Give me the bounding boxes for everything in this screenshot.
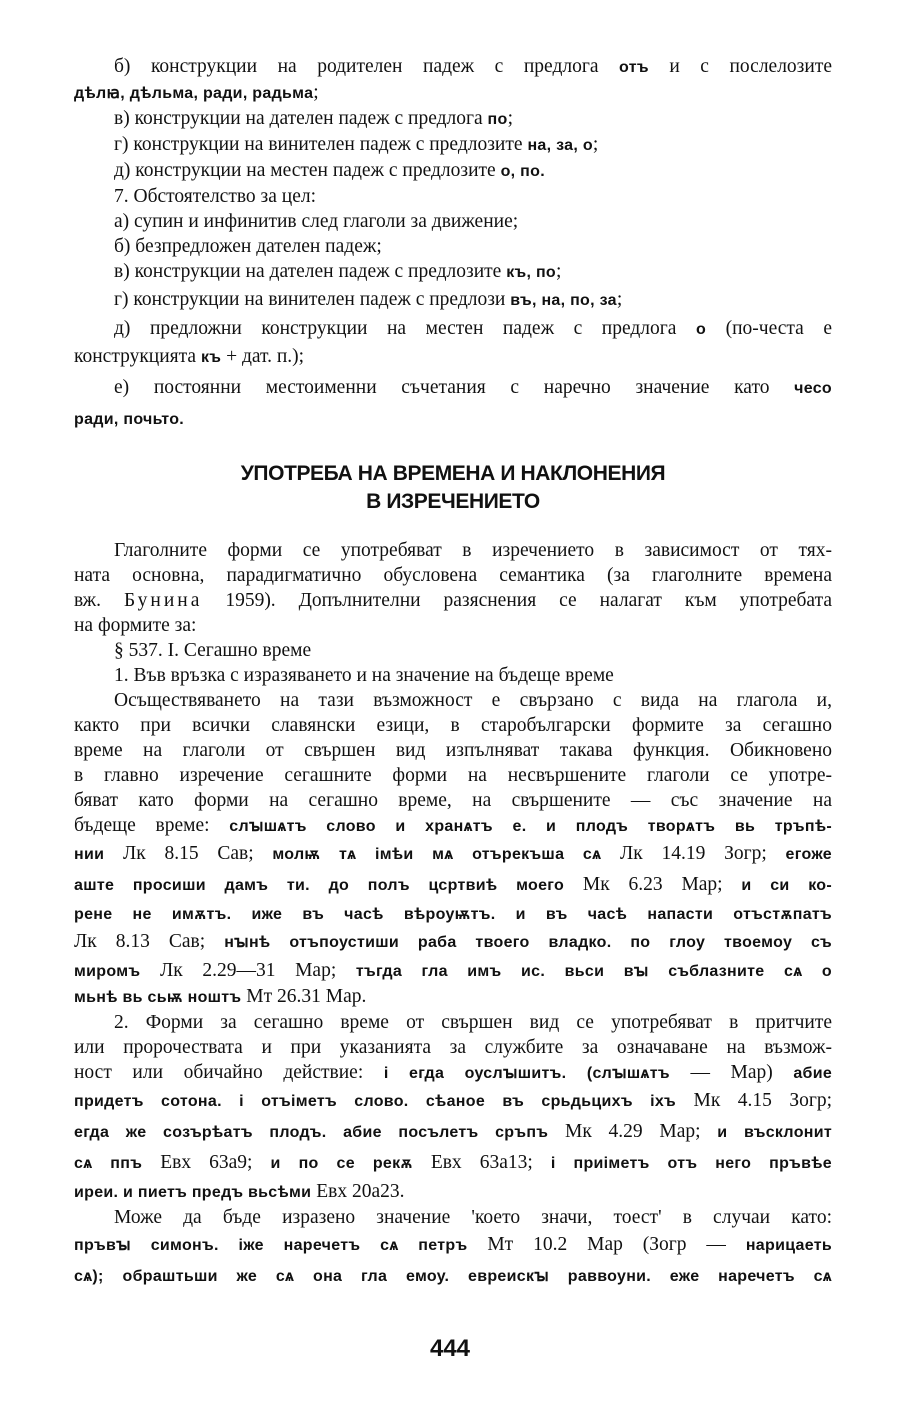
text: д) предложни конструкции на местен падеж с предлога: [114, 318, 677, 339]
reference: Лк 2.29—31 Мар;: [159, 960, 337, 981]
ocs-text: и си ко-: [741, 877, 832, 894]
reference: — Мар): [690, 1062, 773, 1083]
item7-b: б) безпредложен дателен падеж;: [114, 236, 382, 257]
item7-e: [74, 373, 832, 404]
para3-line: [74, 1230, 832, 1261]
intro-line: Глаголните форми се употребяват в изречението в зависимост от тях-: [114, 540, 832, 561]
ocs-text: аште просиши дамъ ти. до полъ цсртвиѣ моего: [74, 877, 565, 894]
para1-line: [74, 927, 832, 958]
ocs-text: сѧ);: [74, 1268, 104, 1285]
ocs-text: и по се рекѫ: [270, 1155, 413, 1172]
ocs-text: о: [695, 321, 707, 338]
ocs-text: егоже: [785, 846, 832, 863]
ocs-text: нꙑнѣ отъпоустиши раба твоего владко. по глоу твоемоу съ: [224, 934, 832, 951]
ocs-text: мьнѣ вь сьѭ ноштъ: [74, 989, 242, 1006]
ocs-text: отъ: [619, 59, 649, 76]
text: и с послелозите: [669, 56, 832, 77]
reference: Мт 10.2 Мар (Зогр —: [487, 1234, 726, 1255]
page-number: 444: [429, 1335, 471, 1362]
para1-line: [74, 813, 832, 839]
text: в) конструкции на дателен падеж с предлозите: [114, 261, 502, 282]
para3-line: [74, 1261, 832, 1292]
text: г) конструкции на винителен падеж с предлозите: [114, 134, 523, 155]
reference: Лк 8.15 Сав;: [123, 843, 254, 864]
para1-line: време на глаголи от свършен вид изпълняват такава функция. Обикновено: [74, 740, 832, 761]
list-item-v: [74, 106, 832, 132]
text: ност или обичайно действие:: [74, 1062, 364, 1083]
reference: Лк 14.19 Зогр;: [620, 843, 767, 864]
text: д) конструкции на местен падеж с предлозите: [114, 160, 496, 181]
list-item-b-cont: [74, 80, 832, 106]
text: ;: [592, 134, 599, 155]
item7-d: [74, 316, 832, 342]
text: 1959). Допълнителни разяснения се налагат към употребата: [225, 590, 833, 611]
item7-v: [74, 259, 832, 285]
author-name: Бунина: [123, 590, 203, 611]
para1-line: както при всички славянски езици, в старобългарски формите за сегашно: [74, 715, 832, 736]
ocs-text: къ: [200, 349, 222, 366]
ocs-text: обраштьши же сѧ она гла емоу. евреискꙑ раввоуни. еже наречетъ сѧ: [122, 1268, 832, 1285]
ocs-text: ради, почьто.: [74, 411, 185, 428]
ocs-text: абие: [793, 1065, 833, 1082]
para2-line: 2. Форми за сегашно време от свършен вид се употребяват в притчите: [114, 1012, 832, 1033]
intro-line: на формите за:: [74, 615, 197, 636]
text: конструкцията: [74, 346, 197, 367]
ocs-text: дѣлꙗ, дѣльма, ради, радьма: [74, 85, 314, 102]
ocs-text: тъгда гла имъ ис. вьси вꙑ съблазните сѧ о: [355, 963, 832, 980]
ocs-text: пръвꙑ симонъ. іже наречетъ сѧ петръ: [74, 1237, 468, 1254]
para1-line: [74, 901, 832, 927]
list-item-d: [74, 158, 832, 184]
para2-line: [74, 1148, 832, 1179]
para3-line: Може да бъде изразено значение 'което значи, тоест' в случаи като:: [114, 1207, 832, 1228]
ocs-text: о, по.: [500, 163, 545, 180]
para2-line: [74, 1179, 832, 1205]
para1-line: в главно изречение сегашните форми на несвършените глаголи се употре-: [74, 765, 832, 786]
para2-line: [74, 1060, 832, 1086]
para1-line: Осъществяването на тази възможност е свързано с вида на глагола и,: [114, 690, 832, 711]
ocs-text: въ, на, по, за: [510, 292, 617, 309]
reference: Мк 4.15 Зогр;: [693, 1090, 833, 1111]
intro-line: ната основна, парадигматично обусловена семантика (за глаголните времена: [74, 565, 832, 586]
reference: Лк 8.13 Сав;: [74, 931, 206, 952]
subsection-title: 1. Във връзка с изразяването и на значение на бъдеще време: [114, 665, 614, 686]
item7-g: [74, 285, 832, 316]
para2-line: [74, 1117, 832, 1148]
para1-line: [74, 958, 832, 984]
item7-e-cont: [74, 404, 832, 435]
ocs-text: молѭ тѧ імѣи мѧ отърекъша сѧ: [272, 846, 602, 863]
para2-line: или пророчествата и при указанията за службите за означаване на възмож-: [74, 1037, 832, 1058]
reference: Мк 4.29 Мар;: [565, 1121, 701, 1142]
para1-line: [74, 984, 832, 1010]
ocs-text: слꙑшѧтъ слово и хранѧтъ е. и плодъ творѧтъ вь тръпѣ-: [229, 818, 833, 835]
text: ;: [616, 289, 623, 310]
text: е) постоянни местоименни съчетания с наречно значение като: [114, 377, 770, 398]
ocs-text: нарицаеть: [745, 1237, 833, 1254]
para1-line: бяват като форми на сегашно време, на свършените — със значение на: [74, 790, 832, 811]
list-item-b: [74, 54, 832, 80]
reference: Евх 63а9;: [160, 1152, 253, 1173]
ocs-text: миромъ: [74, 963, 141, 980]
section-heading-line2: В ИЗРЕЧЕНИЕТО: [366, 490, 540, 513]
section-heading: [74, 460, 832, 516]
ocs-text: чесо: [794, 380, 833, 397]
reference: Евх 63а13;: [430, 1152, 533, 1173]
text: ;: [313, 82, 319, 103]
ocs-text: і егда оуслꙑшитъ. (слꙑшѧтъ: [383, 1065, 670, 1082]
text: + дат. п.);: [226, 346, 305, 367]
document-page: [74, 0, 832, 1404]
section-heading-line1: УПОТРЕБА НА ВРЕМЕНА И НАКЛОНЕНИЯ: [240, 462, 666, 485]
item7-d-cont: [74, 342, 832, 373]
item7-a: а) супин и инфинитив след глаголи за движение;: [114, 211, 519, 232]
list-item-g: [74, 132, 832, 158]
text: в) конструкции на дателен падеж с предлога: [114, 108, 483, 129]
para2-line: [74, 1086, 832, 1117]
ocs-text: егда же созърѣатъ плодъ. абие посълетъ сръпъ: [74, 1124, 549, 1141]
para1-line: [74, 870, 832, 901]
reference: Евх 20а23.: [316, 1181, 405, 1202]
intro-line: [74, 588, 832, 613]
ocs-text: и въсклонит: [717, 1124, 832, 1141]
ocs-text: рене не имѫтъ. иже въ часѣ вѣроуѭтъ. и въ часѣ напасти отъстѫпатъ: [74, 906, 832, 923]
ocs-text: иреи. и пиетъ предъ вьсѣми: [74, 1184, 312, 1201]
reference: Мт 26.31 Мар.: [246, 986, 367, 1007]
text: г) конструкции на винителен падеж с предлози: [114, 289, 506, 310]
text: (по-честа е: [725, 318, 832, 339]
ocs-text: придетъ сотона. і отъіметъ слово. сѣаное въ срьдьцихъ іхъ: [74, 1093, 677, 1110]
text: ;: [507, 108, 513, 129]
ocs-text: на, за, о: [527, 137, 593, 154]
section-title: § 537. I. Сегашно време: [114, 640, 312, 661]
text: бъдеще време:: [74, 815, 210, 836]
item7-title: 7. Обстоятелство за цел:: [114, 186, 317, 207]
para1-line: [74, 839, 832, 870]
text: вж.: [74, 590, 101, 611]
text: б) конструкции на родителен падеж с предлога: [114, 56, 599, 77]
reference: Мк 6.23 Мар;: [582, 874, 723, 895]
ocs-text: і приіметъ отъ него пръвѣе: [550, 1155, 833, 1172]
ocs-text: нии: [74, 846, 105, 863]
ocs-text: по: [487, 111, 508, 128]
text: ;: [556, 261, 562, 282]
ocs-text: къ, по: [506, 264, 557, 281]
ocs-text: сѧ ппъ: [74, 1155, 143, 1172]
